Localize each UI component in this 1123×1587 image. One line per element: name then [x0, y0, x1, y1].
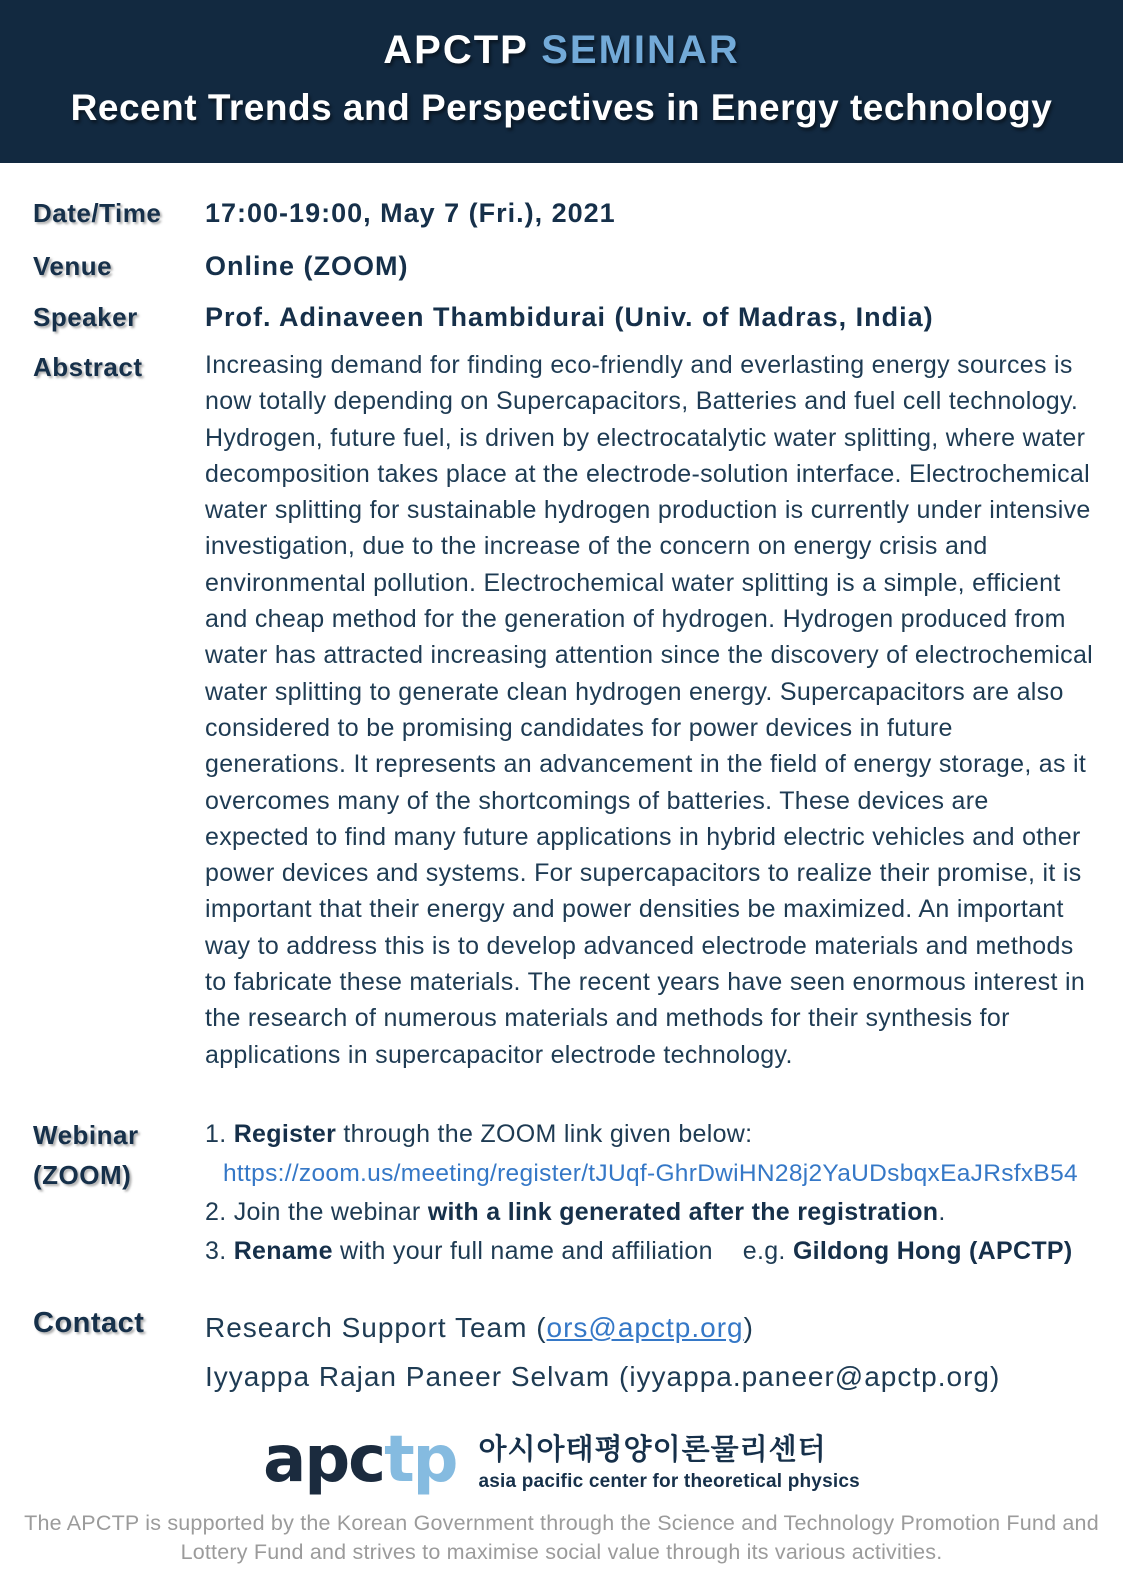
- contact-email-link[interactable]: ors@apctp.org: [546, 1311, 744, 1343]
- contact-row: [0, 1303, 1123, 1401]
- venue-row: [0, 246, 1123, 286]
- webinar-item-2-period: .: [938, 1197, 946, 1226]
- webinar-item-2-bold: with a link generated after the registration: [427, 1197, 939, 1226]
- apctp-korean-name: 아시아태평양이론물리센터: [478, 1431, 827, 1466]
- venue-label: Venue: [33, 251, 113, 281]
- webinar-label-line2: (ZOOM): [33, 1159, 132, 1190]
- apctp-logo-wordmark: [263, 1422, 457, 1497]
- contact-line-1-text: Research Support Team (: [205, 1311, 547, 1343]
- contact-label: Contact: [33, 1306, 145, 1339]
- speaker-label: Speaker: [33, 302, 138, 332]
- webinar-item-1-register: Register: [233, 1119, 337, 1148]
- webinar-item-3-number: 3.: [205, 1236, 234, 1265]
- webinar-item-3-rename: Rename: [233, 1236, 333, 1265]
- abstract-label: Abstract: [33, 352, 143, 382]
- webinar-item-1: [205, 1115, 1095, 1154]
- header-banner: [0, 0, 1123, 163]
- venue-value: Online (ZOOM): [205, 251, 409, 281]
- abstract-text: Increasing demand for finding eco-friendly and everlasting energy sources is now totally depending on Supercapacitors, Batteries and fuel cell technology. Hydrogen, future fuel, is driven by electrocatalytic water splitting, where water decomposition takes place at the electrode-solution interface. Electrochemical water splitting for sustainable hydrogen production is currently under intensive investigation, due to the increase of the concern on energy crisis and environmental pollution. Electrochemical water splitting is a simple, efficient and cheap method for the generation of hydrogen. Hydrogen produced from water has attracted increasing attention since the discovery of electrochemical water splitting to generate clean hydrogen energy. Supercapacitors are also considered to be promising candidates for power devices in future generations. It represents an advancement in the field of energy storage, as it overcomes many of the shortcomings of batteries. These devices are expected to find many future applications in hybrid electric vehicles and other power devices and systems. For supercapacitors to realize their promise, it is important that their energy and power densities be maximized. An important way to address this is to develop advanced electrode materials and methods to fabricate these materials. The recent years have seen enormous interest in the research of numerous materials and methods for their synthesis for applications in supercapacitor electrode technology.: [205, 351, 1094, 1069]
- contact-line-2: Iyyappa Rajan Paneer Selvam (iyyappa.paneer@apctp.org): [205, 1360, 1001, 1392]
- abstract-row: [0, 347, 1123, 1073]
- datetime-label: Date/Time: [33, 198, 162, 228]
- webinar-item-2-number: 2.: [205, 1197, 234, 1226]
- webinar-item-3-text: with your full name and affiliation: [332, 1236, 713, 1265]
- webinar-item-3: [205, 1232, 1095, 1271]
- contact-lines: [205, 1303, 1095, 1401]
- webinar-item-1-number: 1.: [205, 1119, 234, 1148]
- webinar-item-1-text: through the ZOOM link given below:: [336, 1119, 753, 1148]
- seminar-series-title-seminar: SEMINAR: [541, 28, 740, 72]
- webinar-item-3-example-name: Gildong Hong (APCTP): [792, 1236, 1073, 1265]
- apctp-logo: [0, 1422, 1123, 1497]
- seminar-title: Recent Trends and Perspectives in Energy technology: [70, 87, 1053, 128]
- contact-line-1-close: ): [743, 1311, 754, 1343]
- footer-support-statement: The APCTP is supported by the Korean Government through the Science and Technology Promotion Fund and Lottery Fund and strives to maximise social value through its various activities.: [24, 1510, 1099, 1564]
- apctp-logo-names: [478, 1427, 859, 1493]
- zoom-registration-link[interactable]: https://zoom.us/meeting/register/tJUqf-GhrDwiHN28j2YaUDsbqxEaJRsfxB54: [223, 1159, 1078, 1187]
- webinar-label: [33, 1115, 205, 1195]
- seminar-series-title-apctp: APCTP: [383, 28, 542, 72]
- apctp-english-name: asia pacific center for theoretical physics: [478, 1470, 860, 1492]
- webinar-label-line1: Webinar: [33, 1119, 139, 1150]
- webinar-item-2: [205, 1193, 1095, 1232]
- webinar-item-2-text: Join the webinar: [233, 1197, 428, 1226]
- seminar-series-title: [0, 28, 1123, 73]
- contact-line-1: [205, 1303, 1095, 1352]
- apctp-logo-tp: tp: [384, 1422, 457, 1497]
- speaker-row: [0, 297, 1123, 337]
- datetime-row: [0, 193, 1123, 233]
- webinar-row: [0, 1115, 1123, 1271]
- speaker-value: Prof. Adinaveen Thambidurai (Univ. of Madras, India): [205, 302, 934, 332]
- apctp-logo-apc: apc: [263, 1422, 385, 1497]
- datetime-value: 17:00-19:00, May 7 (Fri.), 2021: [205, 198, 616, 228]
- webinar-instructions: [205, 1115, 1095, 1271]
- webinar-item-3-eg: e.g.: [742, 1236, 793, 1265]
